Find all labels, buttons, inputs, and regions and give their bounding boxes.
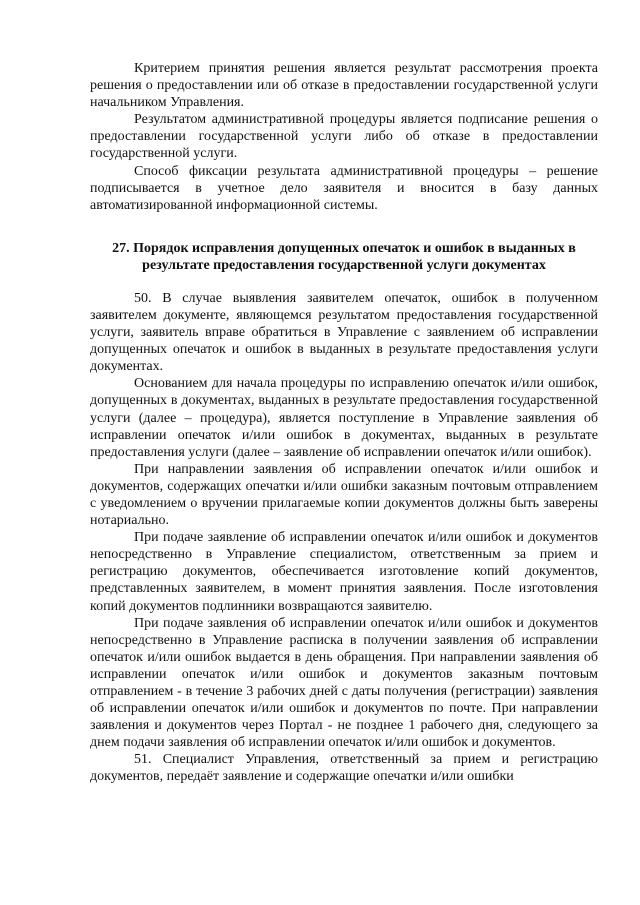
paragraph-result-fixation: Способ фиксации результата административной процедуры – решение подписывается в учетное дело заявителя и вносится в базу данных автоматизированной информационной системы. xyxy=(90,163,598,213)
paragraph-direct-submission-copies: При подаче заявление об исправлении опечаток и/или ошибок и документов непосредственно в Управление специалистом, ответственным за прием и регистрацию документов, обеспечивается изготовление копий документов, представленных заявителем, в момент принятия заявления. После изготовления копий документов подлинники возвращаются заявителю. xyxy=(90,530,598,614)
paragraph-clause-51: 51. Специалист Управления, ответственный за прием и регистрацию документов, передаёт заявление и содержащие опечатки и/или ошибки xyxy=(90,752,598,785)
paragraph-procedure-result: Результатом административной процедуры является подписание решения о предоставлении государственной услуги либо об отказе в предоставлении государственной услуги. xyxy=(90,112,598,162)
section-heading: 27. Порядок исправления допущенных опечаток и ошибок в выданных в результате предоставления государственной услуги документах xyxy=(112,240,576,274)
paragraph-decision-criterion: Критерием принятия решения является результат рассмотрения проекта решения о предоставлении или об отказе в предоставлении государственной услуги начальником Управления. xyxy=(90,61,598,111)
document-content xyxy=(90,60,598,786)
paragraph-postal-submission: При направлении заявления об исправлении опечаток и/или ошибок и документов, содержащих опечатки и/или ошибки заказным почтовым отправлением с уведомлением о вручении прилагаемые копии документов должны быть заверены нотариально. xyxy=(90,461,598,529)
paragraph-procedure-basis: Основанием для начала процедуры по исправлению опечаток и/или ошибок, допущенных в документах, выданных в результате предоставления государственной услуги (далее – процедура), является поступление в Управление заявления об исправлении опечаток и/или ошибок в документах, выданных в результате предоставления услуги (далее – заявление об исправлении опечаток и/или ошибок). xyxy=(90,376,598,460)
paragraph-receipt-timing: При подаче заявления об исправлении опечаток и/или ошибок и документов непосредственно в Управление расписка в получении заявления об исправлении опечаток и/или ошибок выдается в день обращения. При направлении заявления об исправлении опечаток и/или ошибок и документов заказным почтовым отправлением - в течение 3 рабочих дней с даты получения (регистрации) заявления об исправлении опечаток и/или ошибок и документов по почте. При направлении заявления и документов через Портал - не позднее 1 рабочего дня, следующего за днем подачи заявления об исправлении опечаток и/или ошибок и документов. xyxy=(90,615,598,751)
paragraph-clause-50: 50. В случае выявления заявителем опечаток, ошибок в полученном заявителем документе, являющемся результатом предоставления государственной услуги, заявитель вправе обратиться в Управление с заявлением об исправлении допущенных опечаток и ошибок в выданных в результате предоставления услуги документах. xyxy=(90,290,598,375)
